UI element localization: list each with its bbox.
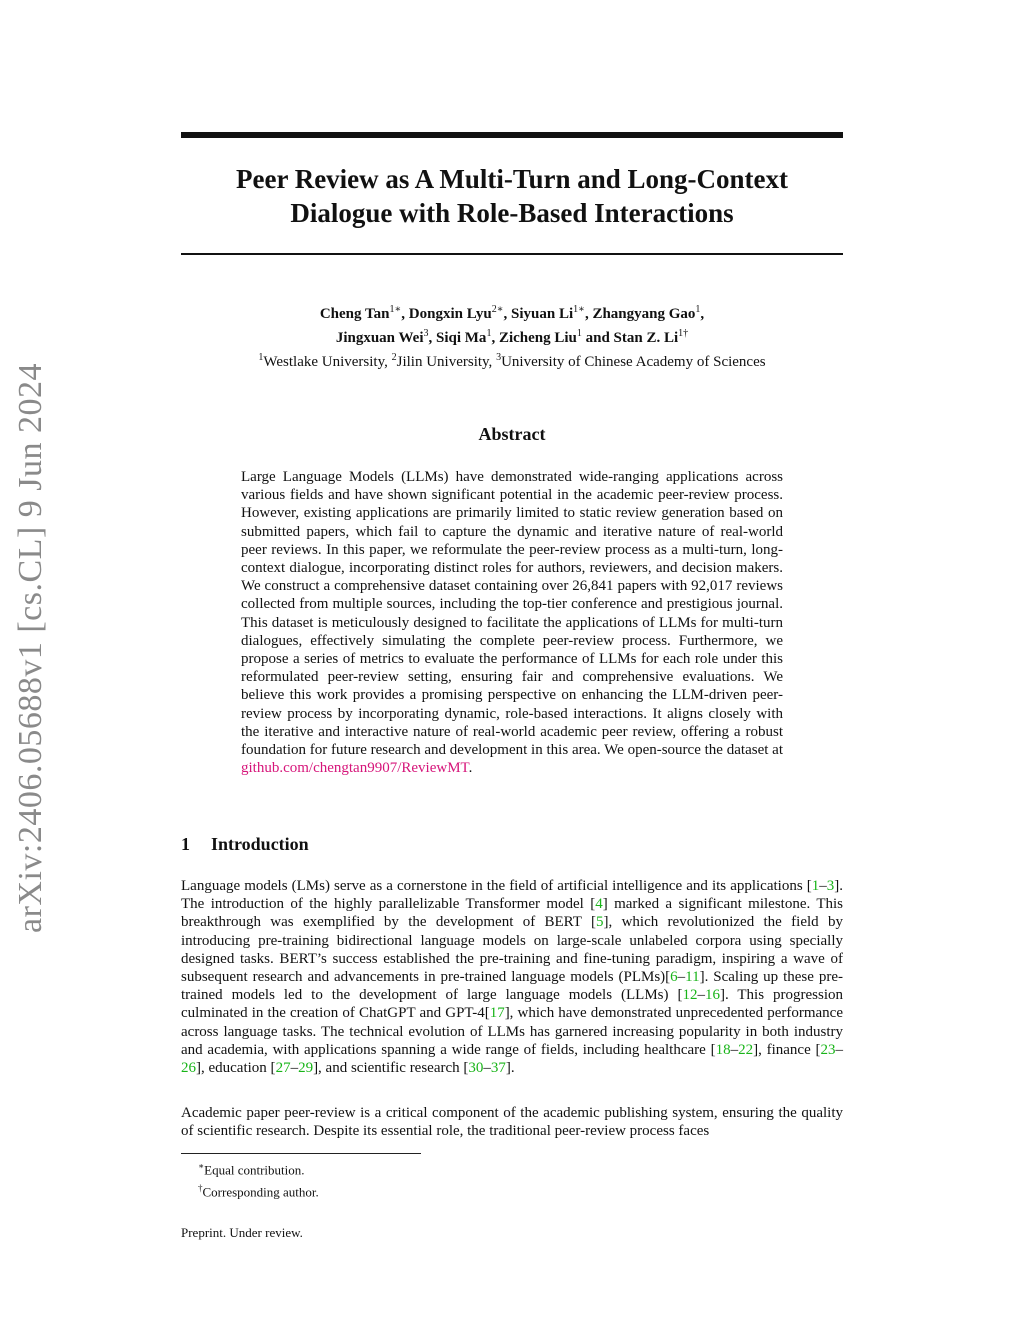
citation-link[interactable]: 29 [298, 1060, 314, 1077]
affil-mark: 1 [258, 352, 264, 363]
paragraph-text: ], which have demonstrated unprecedented performance across language tasks. The technical evolution of LLMs has garnered increasing popularity in both industry and academia, with applications spanning a wide range of fields, including healthcare [ [181, 1005, 843, 1058]
title-line-2: Dialogue with Role-Based Interactions [290, 198, 734, 228]
citation-dash: – [483, 1060, 491, 1077]
citation-link[interactable]: 4 [595, 896, 603, 913]
affil-mark: 3 [496, 352, 502, 363]
paper-title [181, 162, 843, 230]
paragraph-text: ] marked a significant milestone. This breakthrough was exemplified by the development of BERT [ [181, 896, 843, 931]
citation-link[interactable]: 23 [820, 1041, 836, 1058]
abstract-heading: Abstract [478, 424, 546, 444]
author-affil-mark: 1 [695, 304, 701, 315]
citation-dash: – [697, 987, 705, 1004]
title-line-1: Peer Review as A Multi-Turn and Long-Context [235, 164, 788, 194]
dataset-link[interactable]: github.com/chengtan9907/ReviewMT [241, 760, 469, 777]
citation-link[interactable]: 26 [181, 1060, 196, 1077]
citation-link[interactable]: 3 [826, 878, 835, 894]
citation-dash: – [677, 969, 686, 986]
paragraph-text: ]. This progression culminated in the creation of ChatGPT and GPT-4[ [181, 987, 843, 1022]
arxiv-id-text: arXiv:2406.05688v1 [cs.CL] 9 Jun 2024 [12, 362, 50, 933]
paragraph-text: ], which revolutionized the field by introducing pre-training bidirectional language models on large-scale unlabeled corpora using specially designed tasks. BERT’s success established the pre-training and fine-tuning paradigm, inspiring a wave of subsequent research and advancements in pre-trained language models (PLMs)[ [181, 914, 843, 986]
citation-dash: – [835, 1041, 843, 1058]
footnote-mark: † [198, 1183, 203, 1194]
abstract-text: Large Language Models (LLMs) have demonstrated wide-ranging applications across various fields and have shown significant potential in the academic peer-review process. However, existing applications are primarily limited to static review generation based on submitted papers, which fail to capture the dynamic and iterative nature of real-world peer reviews. In this paper, we reformulate the peer-review process as a multi-turn, long-context dialogue, incorporating distinct roles for authors, reviewers, and decision makers. We construct a comprehensive dataset containing over 26,841 papers with 92,017 reviews collected from multiple sources, including the top-tier conference and prestigious journal. This dataset is meticulously designed to facilitate the applications of LLMs for multi-turn dialogues, effectively simulating the complete peer-review process. Furthermore, we propose a series of metrics to evaluate the performance of LLMs for each role under this reformulated peer-review setting, ensuring fair and comprehensive evaluations. We believe this work provides a promising perspective on enhancing the LLM-driven peer-review process by incorporating dynamic, role-based interactions. It aligns closely with the iterative and interactive nature of real-world academic peer review, offering a robust foundation for future research and development in this area. We open-source the dataset at [241, 469, 783, 759]
citation-link[interactable]: 12 [682, 987, 698, 1004]
author-name: Cheng Tan [319, 306, 390, 322]
section-number: 1 [181, 834, 190, 854]
footnote-text: Equal contribution. [204, 1162, 305, 1178]
paragraph-text: ], and scientific research [ [313, 1060, 469, 1077]
footnotes [198, 1157, 838, 1202]
paragraph-text: ]. [505, 1060, 515, 1077]
abstract-end: . [468, 760, 473, 777]
footnote-corresponding-author [198, 1179, 838, 1201]
affiliation: Jilin University, [396, 354, 497, 370]
abstract-body [241, 468, 783, 777]
citation-link[interactable]: 22 [738, 1041, 754, 1058]
citation-link[interactable]: 5 [596, 914, 604, 931]
citation-link[interactable]: 18 [715, 1041, 731, 1058]
citation-link[interactable]: 17 [489, 1005, 505, 1022]
citation-link[interactable]: 16 [704, 987, 720, 1004]
section-heading-introduction [181, 834, 843, 855]
affiliations-line [181, 348, 843, 372]
footnote-equal-contribution [198, 1157, 838, 1179]
author-name: , Siqi Ma [428, 330, 487, 346]
citation-link[interactable]: 30 [468, 1060, 484, 1077]
citation-dash: – [290, 1060, 299, 1077]
citation-link[interactable]: 37 [490, 1060, 506, 1077]
citation-link[interactable]: 11 [685, 969, 700, 986]
author-name: , Dongxin Lyu [401, 306, 492, 322]
title-top-rule [181, 132, 843, 138]
author-affil-mark: 1∗ [573, 304, 585, 315]
author-affil-mark: 3 [423, 328, 429, 339]
author-name: , Zicheng Liu [491, 330, 577, 346]
author-affil-mark: 1† [678, 328, 689, 339]
author-name: Jingxuan Wei [335, 330, 424, 346]
paragraph-text: ], education [ [196, 1060, 276, 1077]
citation-dash: – [730, 1041, 739, 1058]
citation-dash: – [819, 878, 827, 894]
paragraph-text: ]. The introduction of the highly parallelizable Transformer model [ [181, 878, 843, 913]
affil-mark: 2 [391, 352, 397, 363]
author-affil-mark: 1 [576, 328, 582, 339]
intro-paragraph-2: Academic paper peer-review is a critical component of the academic publishing system, ensuring the quality of scientific research. Despite its essential role, the traditional peer-review process faces [181, 1105, 843, 1140]
footnote-mark: ∗ [198, 1161, 205, 1171]
author-affil-mark: 1∗ [389, 304, 402, 315]
paragraph-text: Language models (LMs) serve as a cornerstone in the field of artificial intelligence and its applications [ [181, 878, 812, 894]
author-line-1 [181, 300, 843, 324]
citation-link[interactable]: 1 [811, 878, 820, 894]
author-affil-mark: 2∗ [491, 304, 504, 315]
footnote-text: Corresponding author. [202, 1184, 319, 1200]
author-affil-mark: 1 [486, 328, 492, 339]
citation-link[interactable]: 27 [275, 1060, 291, 1077]
affiliation: Westlake University, [263, 354, 392, 370]
preprint-notice: Preprint. Under review. [181, 1225, 303, 1240]
author-block [181, 300, 843, 372]
paragraph-text: ], finance [ [753, 1041, 821, 1058]
author-name: and Stan Z. Li [581, 330, 679, 346]
affiliation: University of Chinese Academy of Sciences [501, 354, 766, 370]
author-name: , Siyuan Li [503, 306, 574, 322]
arxiv-sidebar-stamp [5, 362, 57, 933]
section-title: Introduction [211, 834, 309, 854]
paragraph-text: ]. Scaling up these pre-trained models led to the development of large language models (LLMs) [ [181, 969, 843, 1004]
title-bottom-rule [181, 253, 843, 255]
author-name: , Zhangyang Gao [584, 306, 696, 322]
author-separator: , [700, 306, 705, 322]
citation-link[interactable]: 6 [670, 969, 678, 986]
footnote-rule [181, 1153, 421, 1154]
intro-paragraph-1 [181, 877, 843, 1077]
author-line-2 [181, 324, 843, 348]
